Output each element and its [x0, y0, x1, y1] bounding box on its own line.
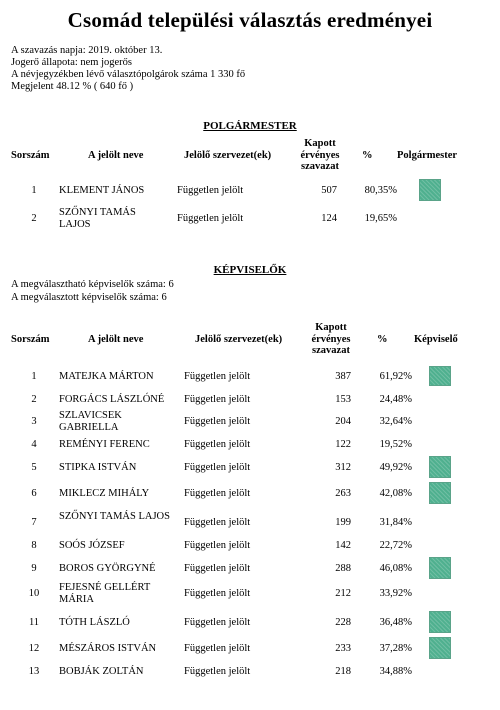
validity-status: Jogerő állapota: nem jogerős [11, 57, 133, 68]
nominating-organization: Független jelölt [184, 540, 251, 551]
candidate-name: MIKLECZ MIHÁLY [59, 488, 150, 499]
row-number: 3 [31, 416, 37, 427]
col-header-number: Sorszám [11, 150, 50, 161]
nominating-organization: Független jelölt [177, 213, 244, 224]
candidate-name: MÉSZÁROS ISTVÁN [59, 643, 157, 654]
nominating-organization: Független jelölt [184, 517, 251, 528]
col-header-organization: Jelölő szervezet(ek) [195, 334, 283, 345]
vote-count: 142 [335, 540, 351, 551]
candidate-name: REMÉNYI FERENC [59, 439, 150, 450]
col-header-votes: Kapott érvényes szavazat [300, 138, 340, 172]
row-number: 4 [31, 439, 37, 450]
candidate-name: SZLAVICSEK GABRIELLA [59, 410, 122, 433]
candidate-name: FEJESNÉ GELLÉRT MÁRIA [59, 582, 151, 605]
vote-percent: 34,88% [379, 666, 412, 677]
page-title: Csomád települési választás eredményei [67, 8, 433, 32]
vote-percent: 49,92% [379, 462, 412, 473]
mayor-section-heading: POLGÁRMESTER [203, 120, 297, 132]
vote-count: 263 [335, 488, 351, 499]
vote-count: 233 [335, 643, 351, 654]
vote-percent: 24,48% [379, 394, 412, 405]
vote-count: 153 [335, 394, 351, 405]
candidate-name: SOÓS JÓZSEF [59, 540, 125, 551]
col-header-elected: Polgármester [397, 150, 458, 161]
candidate-name: STIPKA ISTVÁN [59, 462, 137, 473]
row-number: 10 [28, 588, 40, 599]
turnout: Megjelent 48.12 % ( 640 fő ) [11, 81, 134, 92]
registered-voters: A névjegyzékben lévő választópolgárok száma 1 330 fő [11, 69, 246, 80]
vote-percent: 80,35% [364, 185, 397, 196]
vote-count: 122 [335, 439, 351, 450]
col-header-organization: Jelölő szervezet(ek) [184, 150, 272, 161]
council-section-heading: KÉPVISELŐK [213, 264, 287, 276]
nominating-organization: Független jelölt [184, 439, 251, 450]
col-header-votes: Kapott érvényes szavazat [311, 322, 351, 356]
nominating-organization: Független jelölt [184, 462, 251, 473]
col-header-number: Sorszám [11, 334, 50, 345]
col-header-name: A jelölt neve [88, 150, 144, 161]
elected-marker [429, 456, 451, 478]
vote-count: 199 [335, 517, 351, 528]
vote-percent: 19,65% [364, 213, 397, 224]
row-number: 2 [31, 394, 37, 405]
row-number: 7 [31, 517, 37, 528]
nominating-organization: Független jelölt [184, 371, 251, 382]
candidate-name: KLEMENT JÁNOS [59, 185, 145, 196]
nominating-organization: Független jelölt [184, 394, 251, 405]
candidate-name: FORGÁCS LÁSZLÓNÉ [59, 394, 165, 405]
vote-percent: 36,48% [379, 617, 412, 628]
candidate-name: MATEJKA MÁRTON [59, 371, 154, 382]
nominating-organization: Független jelölt [184, 643, 251, 654]
row-number: 12 [28, 643, 40, 654]
row-number: 5 [31, 462, 37, 473]
vote-percent: 46,08% [379, 563, 412, 574]
vote-count: 228 [335, 617, 351, 628]
elected-marker [429, 557, 451, 579]
row-number: 2 [31, 213, 37, 224]
vote-count: 312 [335, 462, 351, 473]
vote-percent: 33,92% [379, 588, 412, 599]
elected-marker [429, 611, 451, 633]
col-header-name: A jelölt neve [88, 334, 144, 345]
vote-percent: 19,52% [379, 439, 412, 450]
vote-count: 212 [335, 588, 351, 599]
vote-count: 218 [335, 666, 351, 677]
candidate-name: SZŐNYI TAMÁS LAJOS [59, 511, 170, 522]
vote-percent: 42,08% [379, 488, 412, 499]
nominating-organization: Független jelölt [184, 488, 251, 499]
nominating-organization: Független jelölt [184, 563, 251, 574]
nominating-organization: Független jelölt [184, 416, 251, 427]
candidate-name: TÓTH LÁSZLÓ [59, 617, 130, 628]
candidate-name: SZŐNYI TAMÁS LAJOS [59, 207, 136, 230]
nominating-organization: Független jelölt [184, 588, 251, 599]
candidate-name: BOROS GYÖRGYNÉ [59, 563, 156, 574]
row-number: 9 [31, 563, 37, 574]
vote-percent: 32,64% [379, 416, 412, 427]
elected-marker [429, 366, 451, 386]
electable-count: A megválasztható képviselők száma: 6 [11, 279, 174, 290]
vote-count: 204 [335, 416, 351, 427]
col-header-percent: % [362, 150, 373, 161]
elected-marker [429, 482, 451, 504]
col-header-percent: % [377, 334, 388, 345]
vote-percent: 61,92% [379, 371, 412, 382]
election-date: A szavazás napja: 2019. október 13. [11, 45, 163, 56]
vote-count: 288 [335, 563, 351, 574]
vote-percent: 22,72% [379, 540, 412, 551]
row-number: 6 [31, 488, 37, 499]
row-number: 1 [31, 371, 37, 382]
candidate-name: BOBJÁK ZOLTÁN [59, 666, 144, 677]
row-number: 11 [28, 617, 40, 628]
nominating-organization: Független jelölt [184, 617, 251, 628]
nominating-organization: Független jelölt [177, 185, 244, 196]
row-number: 13 [28, 666, 40, 677]
vote-percent: 31,84% [379, 517, 412, 528]
row-number: 1 [31, 185, 37, 196]
vote-percent: 37,28% [379, 643, 412, 654]
elected-marker [419, 179, 441, 201]
vote-count: 124 [321, 213, 337, 224]
vote-count: 507 [321, 185, 337, 196]
vote-count: 387 [335, 371, 351, 382]
elected-marker [429, 637, 451, 659]
row-number: 8 [31, 540, 37, 551]
elected-count: A megválasztott képviselők száma: 6 [11, 292, 167, 303]
col-header-elected: Képviselő [414, 334, 458, 345]
nominating-organization: Független jelölt [184, 666, 251, 677]
